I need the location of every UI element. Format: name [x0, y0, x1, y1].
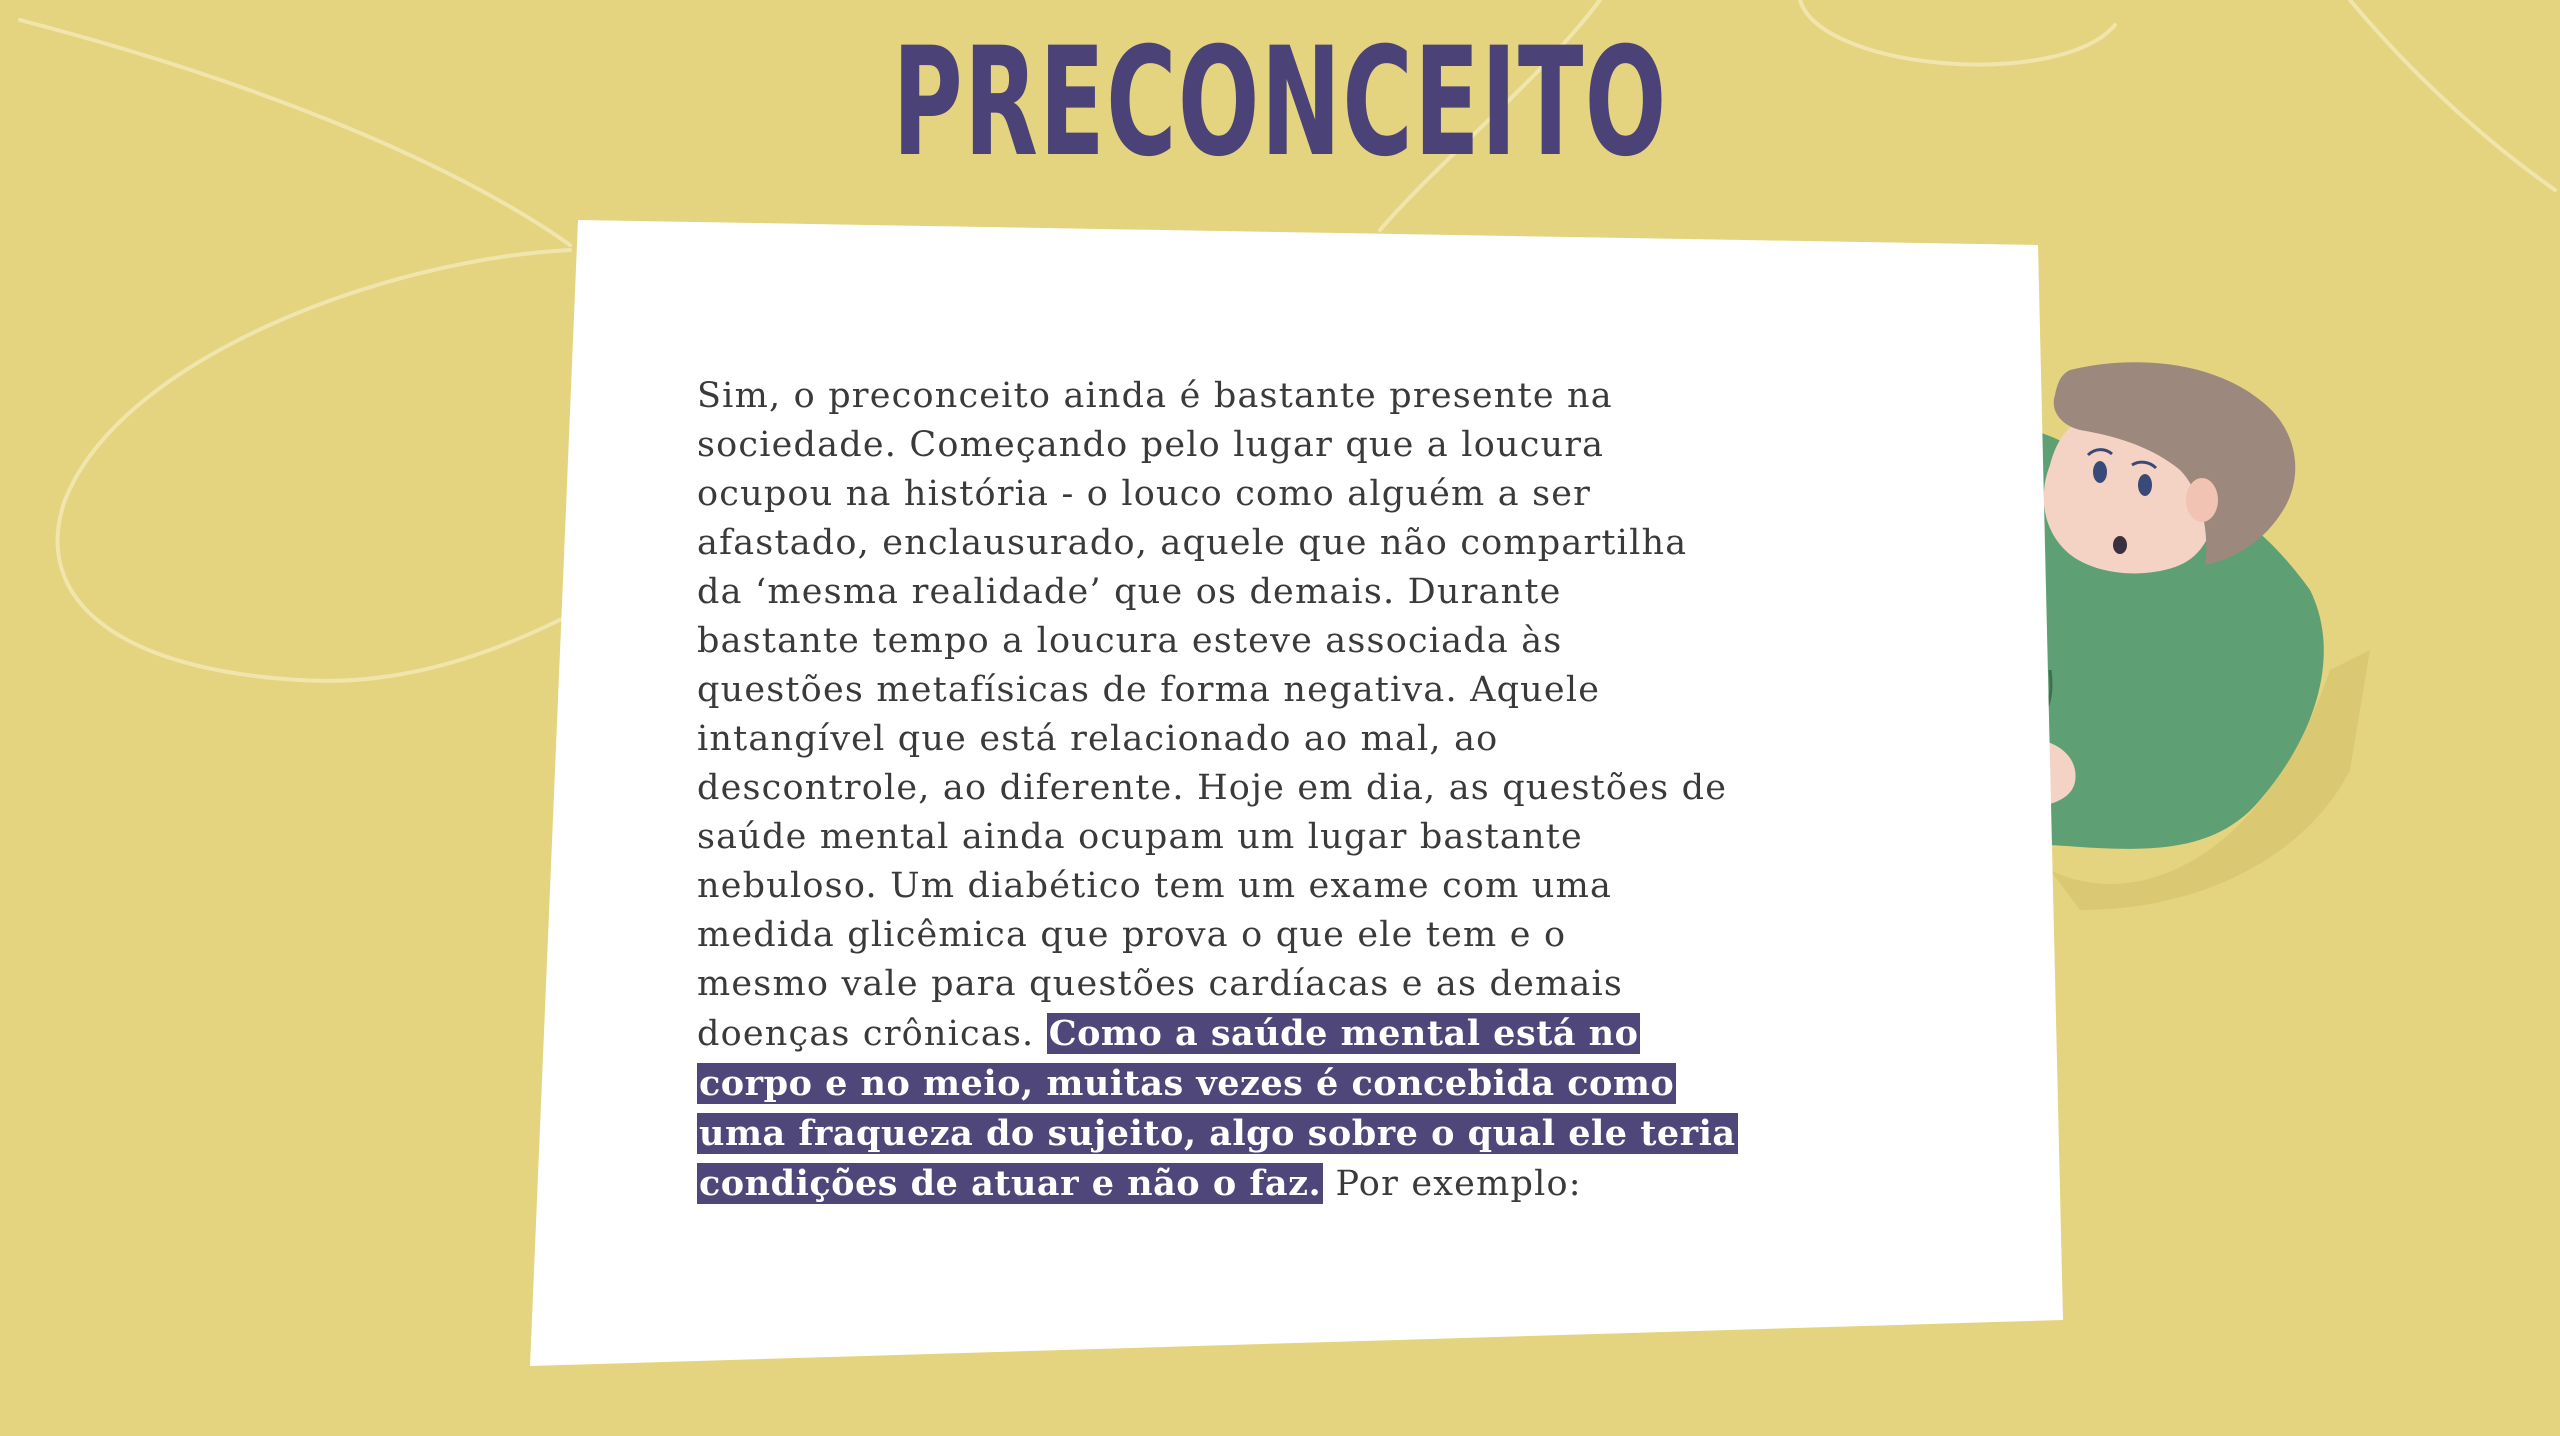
- text-line: Sim, o preconceito ainda é bastante presente na: [697, 376, 1613, 416]
- text-line: nebuloso. Um diabético tem um exame com uma: [697, 866, 1613, 906]
- text-line: da ‘mesma realidade’ que os demais. Durante: [697, 572, 1562, 612]
- text-line: medida glicêmica que prova o que ele tem e o: [697, 915, 1567, 955]
- text-line: [697, 1059, 1897, 1109]
- text-line: sociedade. Começando pelo lugar que a loucura: [697, 425, 1605, 465]
- text-line: bastante tempo a loucura esteve associada às: [697, 621, 1563, 661]
- text-line: ocupou na história - o louco como alguém a ser: [697, 474, 1592, 514]
- text-line: saúde mental ainda ocupam um lugar bastante: [697, 817, 1583, 857]
- highlighted-text: corpo e no meio, muitas vezes é concebida como: [699, 1063, 1675, 1104]
- text-line: [697, 1009, 1897, 1059]
- page-title: PRECONCEITO: [892, 16, 1668, 190]
- text-line: intangível que está relacionado ao mal, ao: [697, 719, 1499, 759]
- highlighted-text: uma fraqueza do sujeito, algo sobre o qual ele teria: [699, 1113, 1736, 1154]
- text-segment: doenças crônicas.: [697, 1014, 1047, 1054]
- highlighted-text: condições de atuar e não o faz.: [699, 1163, 1322, 1204]
- text-line: descontrole, ao diferente. Hoje em dia, as questões de: [697, 768, 1728, 808]
- text-line: questões metafísicas de forma negativa. Aquele: [697, 670, 1601, 710]
- highlighted-text: Como a saúde mental está no: [1048, 1013, 1639, 1054]
- text-line: [697, 1109, 1897, 1159]
- text-line: afastado, enclausurado, aquele que não compartilha: [697, 523, 1688, 563]
- text-line: [697, 1159, 1897, 1209]
- main-paragraph: [697, 372, 1897, 1209]
- text-line: mesmo vale para questões cardíacas e as demais: [697, 964, 1624, 1004]
- text-segment: Por exemplo:: [1323, 1164, 1582, 1204]
